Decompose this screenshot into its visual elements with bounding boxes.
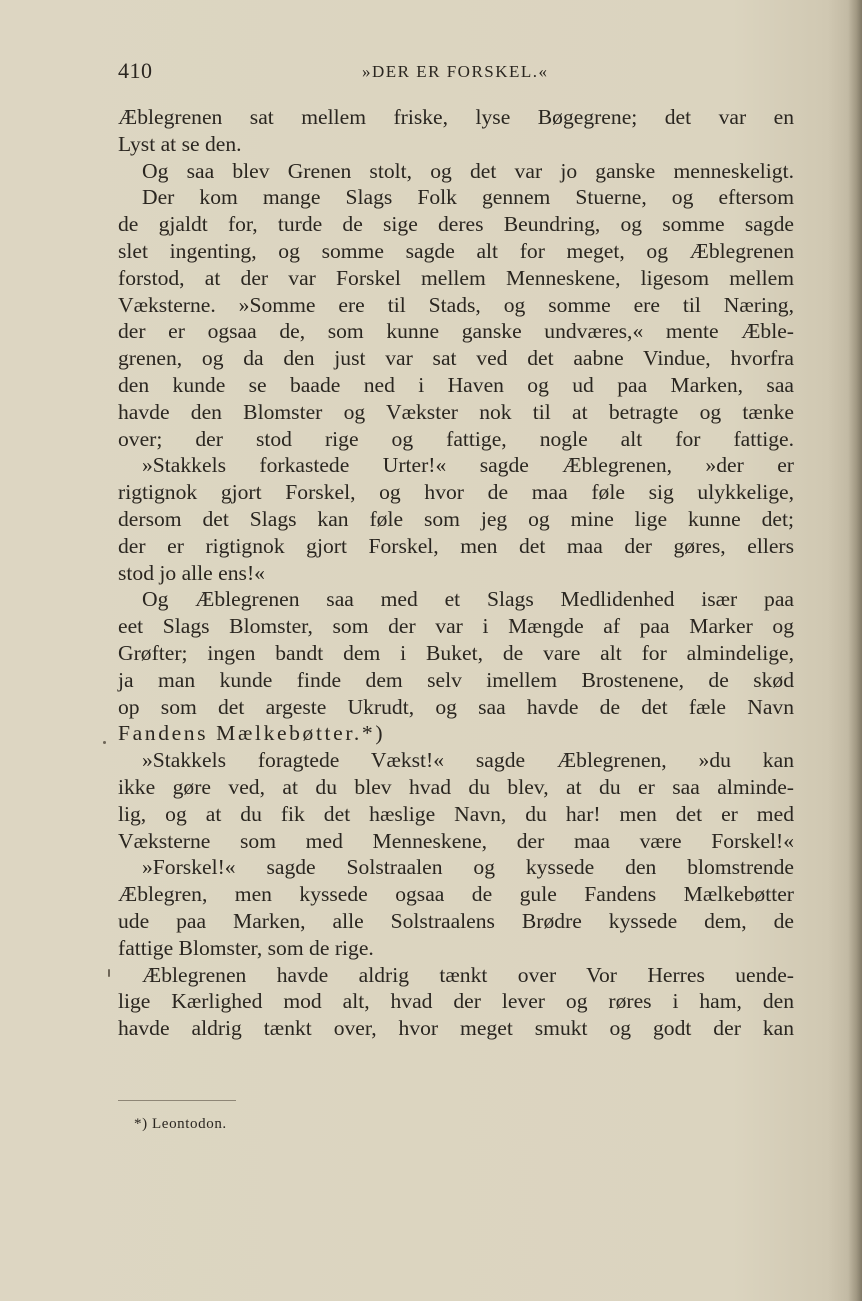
running-title: »DER ER FORSKEL.« (362, 62, 549, 81)
text-line: forstod, at der var Forskel mellem Menneskene, ligesom mellem (118, 265, 794, 290)
print-speck (108, 969, 110, 977)
text-line: grenen, og da den just var sat ved det aabne Vindue, hvorfra (118, 346, 794, 371)
page-edge-shadow (848, 0, 862, 1301)
text-line: den kunde se baade ned i Haven og ud paa Marken, saa (118, 372, 794, 397)
text-line: havde aldrig tænkt over, hvor meget smukt og godt der kan (118, 1016, 794, 1041)
page-number: 410 (118, 58, 153, 83)
text-line: der er ogsaa de, som kunne ganske undværes,« mente Æble- (118, 319, 794, 344)
text-line: dersom det Slags kan føle som jeg og mine lige kunne det; (118, 506, 794, 531)
text-line: havde den Blomster og Vækster nok til at betragte og tænke (118, 399, 794, 424)
text-line: eet Slags Blomster, som der var i Mængde af paa Marker og (118, 614, 794, 639)
text-line: op som det argeste Ukrudt, og saa havde de det fæle Navn (118, 694, 794, 719)
text-line: lig, og at du fik det hæslige Navn, du har! men det er med (118, 801, 794, 826)
text-line: Æblegrenen havde aldrig tænkt over Vor Herres uende- (142, 962, 794, 987)
text-line: Æblegren, men kyssede ogsaa de gule Fandens Mælkebøtter (118, 882, 794, 907)
text-line: Grøfter; ingen bandt dem i Buket, de vare alt for almindelige, (118, 640, 794, 665)
text-line: »Stakkels foragtede Vækst!« sagde Æblegrenen, »du kan (142, 748, 794, 773)
text-line: Der kom mange Slags Folk gennem Stuerne, og eftersom (142, 185, 794, 210)
text-line: rigtignok gjort Forskel, og hvor de maa føle sig ulykkelige, (118, 480, 794, 505)
text-line: der er rigtignok gjort Forskel, men det maa der gøres, ellers (118, 533, 794, 558)
text-line: lige Kærlighed mod alt, hvad der lever og røres i ham, den (118, 989, 794, 1014)
text-line: ikke gøre ved, at du blev hvad du blev, at du er saa alminde- (118, 774, 794, 799)
text-line: stod jo alle ens!« (118, 560, 265, 585)
text-line: Væksterne som med Menneskene, der maa være Forskel!« (118, 828, 794, 853)
print-speck (103, 741, 106, 744)
text-line: Lyst at se den. (118, 131, 242, 156)
text-line: Æblegrenen sat mellem friske, lyse Bøgegrene; det var en (118, 105, 794, 129)
text-line: Og saa blev Grenen stolt, og det var jo ganske menneskeligt. (142, 158, 794, 183)
text-line: ude paa Marken, alle Solstraalens Brødre kyssede dem, de (118, 908, 794, 933)
text-line: Og Æblegrenen saa med et Slags Medlidenhed især paa (142, 587, 794, 612)
text-line: Væksterne. »Somme ere til Stads, og somme ere til Næring, (118, 292, 794, 317)
text-line: Fandens Mælkebøtter.*) (118, 721, 386, 746)
body-text (118, 104, 794, 1042)
text-line: de gjaldt for, turde de sige deres Beundring, og somme sagde (118, 212, 794, 237)
text-line: »Forskel!« sagde Solstraalen og kyssede den blomstrende (142, 855, 794, 880)
page-header (118, 58, 794, 88)
text-line: ja man kunde finde dem selv imellem Brostenene, de skød (118, 667, 794, 692)
text-line: »Stakkels forkastede Urter!« sagde Æblegrenen, »der er (142, 453, 794, 478)
footnote-divider (118, 1100, 236, 1101)
text-line: slet ingenting, og somme sagde alt for meget, og Æblegrenen (118, 238, 794, 263)
text-line: fattige Blomster, som de rige. (118, 935, 374, 960)
footnote: *) Leontodon. (134, 1116, 227, 1132)
text-line: over; der stod rige og fattige, nogle alt for fattige. (118, 426, 794, 451)
